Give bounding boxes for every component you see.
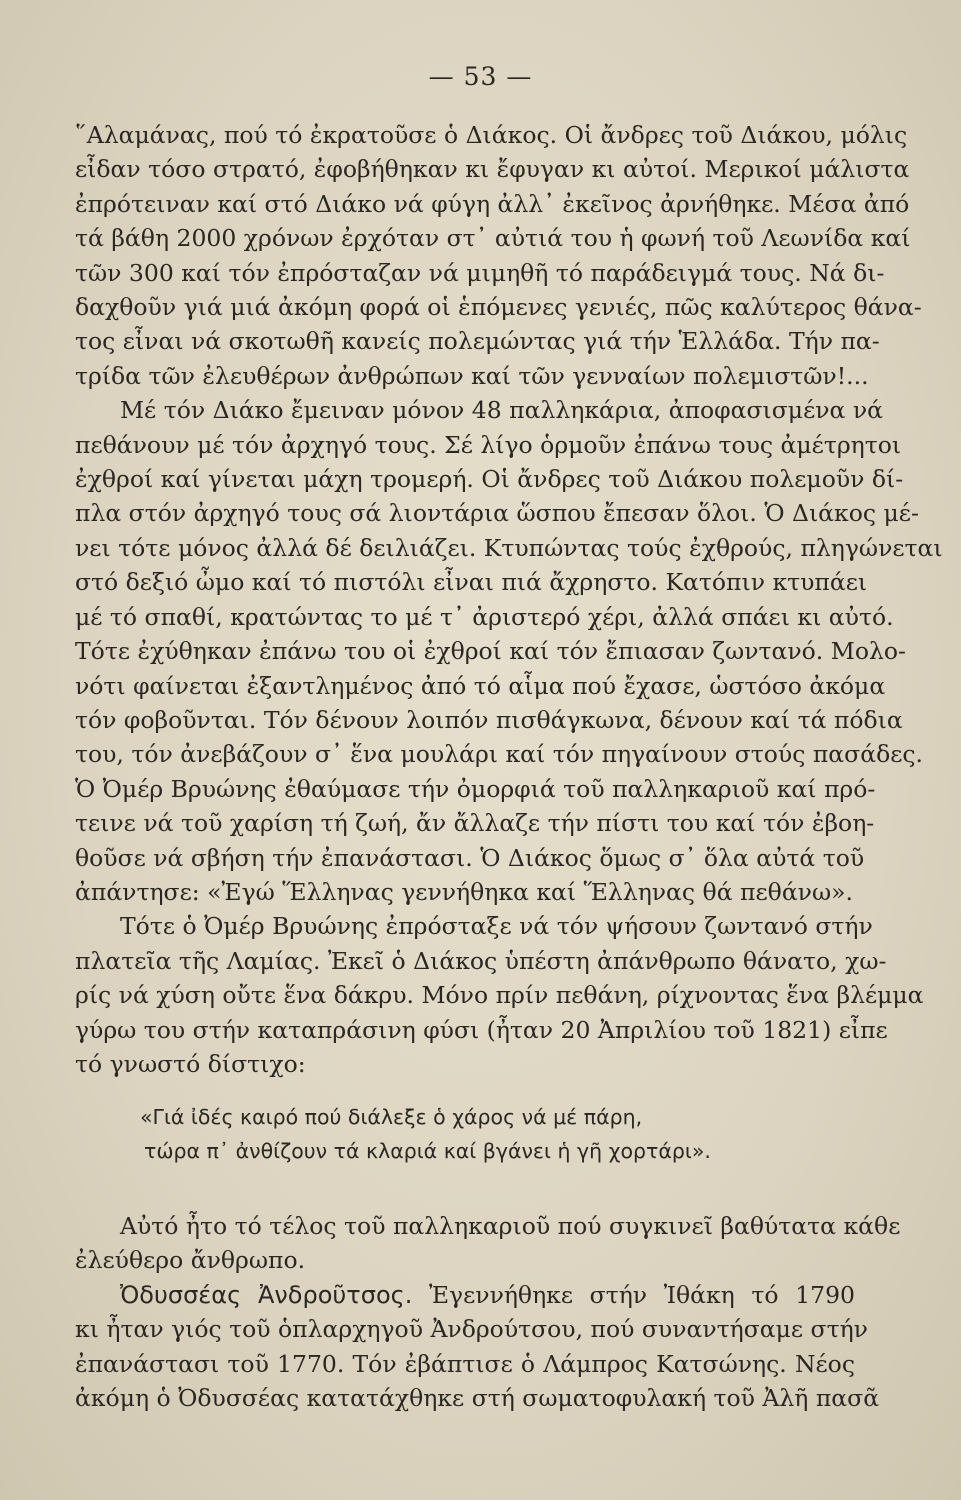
text-line: Τότε ἐχύθηκαν ἐπάνω του οἱ ἐχθροί καί τόν ἔπιασαν ζωντανό. Μολο- bbox=[75, 637, 906, 666]
section-first-line-text: Ἐγεννήθηκε στήν Ἰθάκη τό 1790 bbox=[429, 1280, 856, 1309]
text-line: τόν φοβοῦνται. Τόν δένουν λοιπόν πισθάγκωνα, δένουν καί τά πόδια bbox=[75, 705, 903, 734]
text-line: Μέ τόν Διάκο ἔμειναν μόνον 48 παλληκάρια, ἀποφασισμένα νά bbox=[120, 396, 884, 425]
text-line: πλατεῖα τῆς Λαμίας. Ἐκεῖ ὁ Διάκος ὑπέστη ἀπάνθρωπο θάνατο, χω- bbox=[75, 946, 887, 975]
text-line: Ὁ Ὀμέρ Βρυώνης ἐθαύμασε τήν ὀμορφιά τοῦ παλληκαριοῦ καί πρό- bbox=[75, 774, 876, 803]
text-line: Τότε ὁ Ὀμέρ Βρυώνης ἐπρόσταξε νά τόν ψήσουν ζωντανό στήν bbox=[120, 912, 873, 941]
text-line: ἀπάντησε: «Ἐγώ Ἕλληνας γεννήθηκα καί Ἕλληνας θά πεθάνω». bbox=[75, 877, 853, 906]
text-line: νει τότε μόνος ἀλλά δέ δειλιάζει. Κτυπώντας τούς ἐχθρούς, πληγώνεται bbox=[75, 533, 943, 562]
text-line: Αὐτό ἦτο τό τέλος τοῦ παλληκαριοῦ πού συγκινεῖ βαθύτατα κάθε bbox=[120, 1212, 901, 1240]
text-line: τό γνωστό δίστιχο: bbox=[75, 1049, 306, 1078]
text-line: τος εἶναι νά σκοτωθῆ κανείς πολεμώντας γιά τήν Ἑλλάδα. Τήν πα- bbox=[75, 327, 880, 356]
main-paragraphs bbox=[75, 118, 943, 1081]
text-line: ἐλεύθερο ἄνθρωπο. bbox=[75, 1246, 306, 1275]
text-line: θοῦσε νά σβήση τήν ἐπανάστασι. Ὁ Διάκος ὅμως σ᾽ ὅλα αὐτά τοῦ bbox=[75, 843, 865, 872]
section-first-line bbox=[75, 1278, 855, 1312]
text-line: γύρω του στήν καταπράσινη φύσι (ἦταν 20 Ἀπριλίου τοῦ 1821) εἶπε bbox=[75, 1015, 888, 1044]
text-line: πεθάνουν μέ τόν ἀρχηγό τους. Σέ λίγο ὁρμοῦν ἐπάνω τους ἀμέτρητοι bbox=[75, 430, 902, 459]
section-heading: Ὀδυσσέας Ἀνδροῦτσος. bbox=[120, 1280, 413, 1309]
text-line: τά βάθη 2000 χρόνων ἐρχόταν στ᾽ αὐτιά του ἡ φωνή τοῦ Λεωνίδα καί bbox=[75, 224, 911, 253]
text-line: ἐχθροί καί γίνεται μάχη τρομερή. Οἱ ἄνδρες τοῦ Διάκου πολεμοῦν δί- bbox=[75, 465, 904, 494]
text-line: δαχθοῦν γιά μιά ἀκόμη φορά οἱ ἑπόμενες γενιές, πῶς καλύτερος θάνα- bbox=[75, 293, 922, 322]
text-line: εἶδαν τόσο στρατό, ἐφοβήθηκαν κι ἔφυγαν κι αὐτοί. Μερικοί μάλιστα bbox=[75, 155, 910, 184]
page-number: — 53 — bbox=[428, 62, 533, 91]
text-line: ἐπρότειναν καί στό Διάκο νά φύγη ἀλλ᾽ ἐκεῖνος ἀρνήθηκε. Μέσα ἀπό bbox=[75, 189, 910, 218]
text-line: τεινε νά τοῦ χαρίση τή ζωή, ἄν ἄλλαζε τήν πίστι του καί τόν ἐβοη- bbox=[75, 809, 875, 838]
text-line: τῶν 300 καί τόν ἐπρόσταζαν νά μιμηθῆ τό παράδειγμά τους. Νά δι- bbox=[75, 258, 885, 287]
text-line: κι ἦταν γιός τοῦ ὁπλαρχηγοῦ Ἀνδρούτσου, πού συναντήσαμε στήν bbox=[75, 1315, 868, 1344]
text-line: ρίς νά χύση οὔτε ἕνα δάκρυ. Μόνο πρίν πεθάνη, ρίχνοντας ἕνα βλέμμα bbox=[75, 981, 924, 1010]
text-line: στό δεξιό ὦμο καί τό πιστόλι εἶναι πιά ἄχρηστο. Κατόπιν κτυπάει bbox=[75, 568, 868, 597]
text-line: ἐπανάστασι τοῦ 1770. Τόν ἐβάπτισε ὁ Λάμπρος Κατσώνης. Νέος bbox=[75, 1349, 855, 1378]
closing-and-section bbox=[75, 1209, 901, 1415]
verse-couplet bbox=[140, 1100, 820, 1168]
text-line: νότι φαίνεται ἐξαντλημένος ἀπό τό αἷμα πού ἔχασε, ὡστόσο ἀκόμα bbox=[75, 671, 886, 700]
text-line: πλα στόν ἀρχηγό τους σά λιοντάρια ὥσπου ἔπεσαν ὅλοι. Ὁ Διάκος μέ- bbox=[75, 499, 919, 528]
verse-line: «Γιά ἰδές καιρό πού διάλεξε ὁ χάρος νά μέ πάρη, bbox=[140, 1105, 643, 1129]
text-line: μέ τό σπαθί, κρατώντας το μέ τ᾽ ἀριστερό χέρι, ἀλλά σπάει κι αὐτό. bbox=[75, 602, 894, 631]
text-line: τρίδα τῶν ἐλευθέρων ἀνθρώπων καί τῶν γενναίων πολεμιστῶν!... bbox=[75, 361, 869, 390]
text-line: ἀκόμη ὁ Ὀδυσσέας κατατάχθηκε στή σωματοφυλακή τοῦ Ἀλῆ πασᾶ bbox=[75, 1384, 880, 1413]
verse-line: τώρα π᾽ ἀνθίζουν τά κλαριά καί βγάνει ἡ γῆ χορτάρι». bbox=[144, 1139, 711, 1163]
text-line: ῞Αλαμάνας, πού τό ἐκρατοῦσε ὁ Διάκος. Οἱ ἄνδρες τοῦ Διάκου, μόλις bbox=[75, 121, 908, 149]
text-line: του, τόν ἀνεβάζουν σ᾽ ἕνα μουλάρι καί τόν πηγαίνουν στούς πασάδες. bbox=[75, 740, 924, 769]
